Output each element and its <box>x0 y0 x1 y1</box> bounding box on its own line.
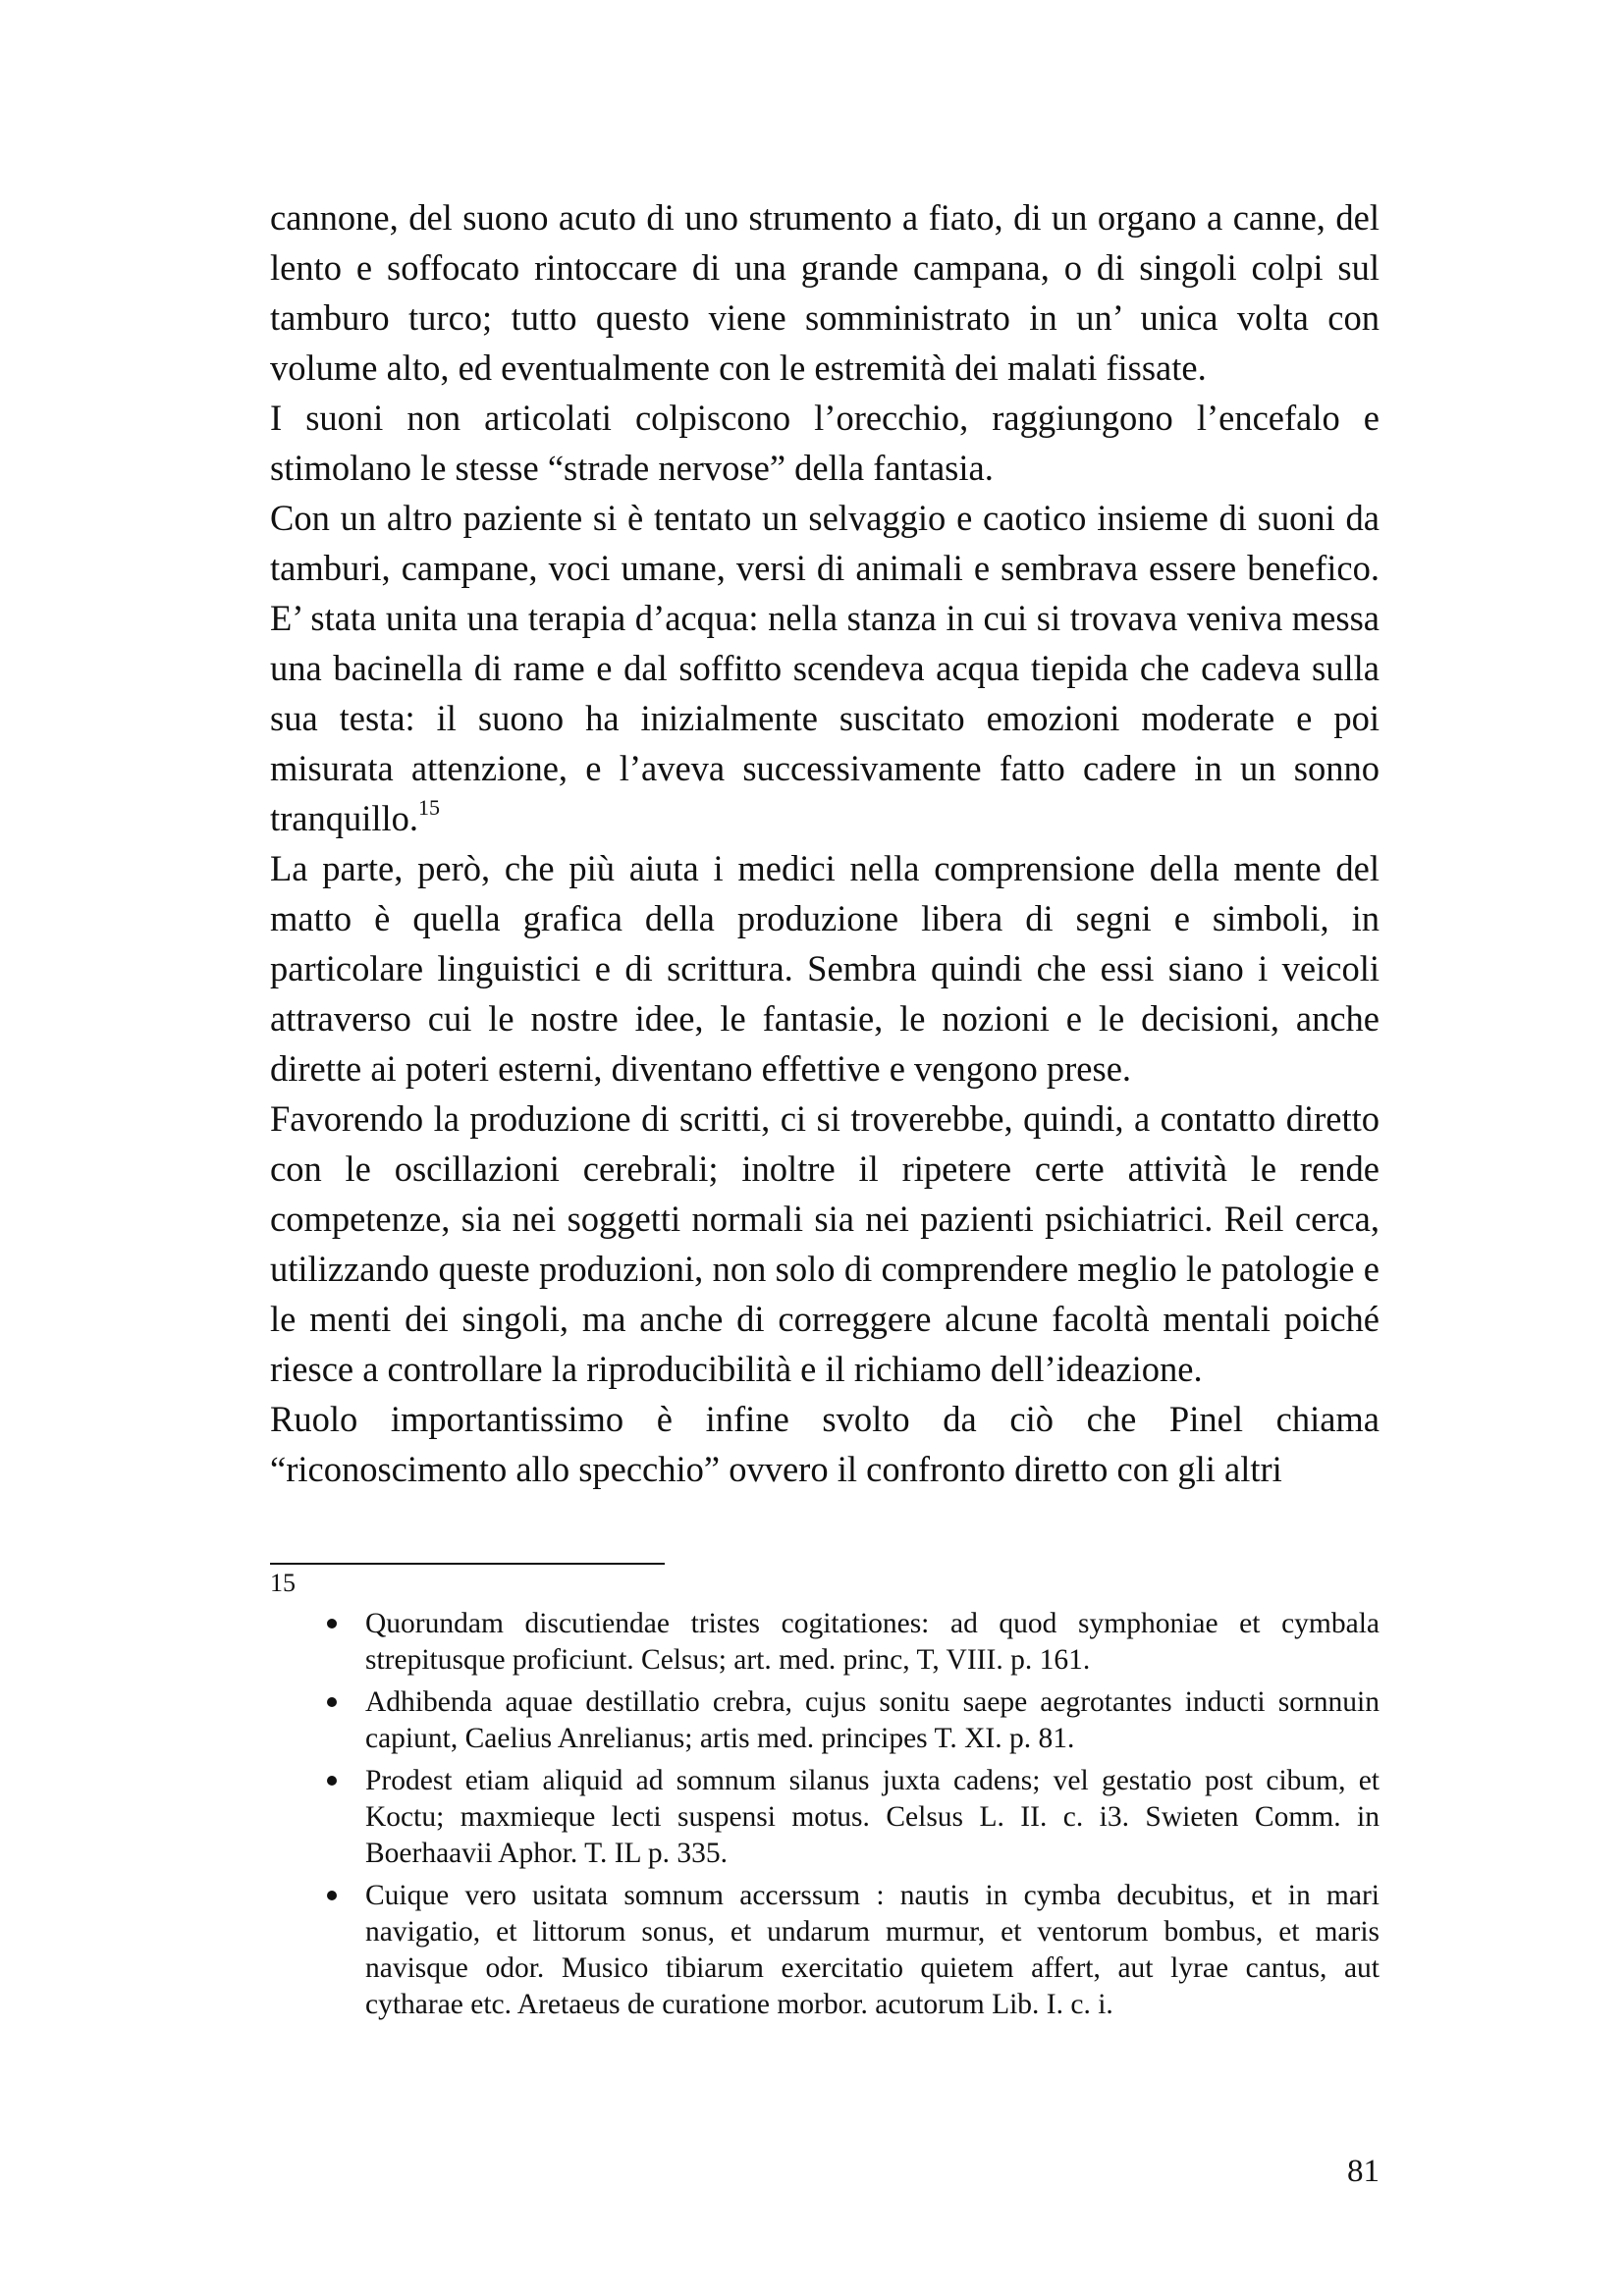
paragraph: I suoni non articolati colpiscono l’orecchio, raggiungono l’encefalo e stimolano le stesse “strade nervose” della fantasia. <box>270 398 1380 488</box>
footnote-item <box>319 1684 1380 1757</box>
footnote-reference[interactable]: 15 <box>418 795 441 820</box>
body-text <box>270 192 1380 1494</box>
footnote-item <box>319 1763 1380 1872</box>
paragraph: cannone, del suono acuto di uno strumento a fiato, di un organo a canne, del lento e soffocato rintoccare di una grande campana, o di singoli colpi sul tamburo turco; tutto questo viene somministrato in un’ unica volta con volume alto, ed eventualmente con le estremità dei malati fissate. <box>270 197 1380 388</box>
bullet-icon <box>327 1697 337 1707</box>
footnote-item <box>319 1878 1380 2023</box>
paragraph-with-footnote <box>270 493 1380 843</box>
footnote-separator <box>270 1563 665 1565</box>
bullet-icon <box>327 1891 337 1900</box>
paragraph-text: Con un altro paziente si è tentato un selvaggio e caotico insieme di suoni da tamburi, campane, voci umane, versi di animali e sembrava essere benefico. E’ stata unita una terapia d’acqua: nella stanza in cui si trovava veniva messa una bacinella di rame e dal soffitto scendeva acqua tiepida che cadeva sulla sua testa: il suono ha inizialmente suscitato emozioni moderate e poi misurata attenzione, e l’aveva successivamente fatto cadere in un sonno tranquillo. <box>270 498 1380 838</box>
paragraph: La parte, però, che più aiuta i medici nella comprensione della mente del matto è quella grafica della produzione libera di segni e simboli, in particolare linguistici e di scrittura. Sembra quindi che essi siano i veicoli attraverso cui le nostre idee, le fantasie, le nozioni e le decisioni, anche dirette ai poteri esterni, diventano effettive e vengono prese. <box>270 848 1380 1089</box>
footnote-number: 15 <box>270 1569 296 1597</box>
bullet-icon <box>327 1776 337 1786</box>
bullet-icon <box>327 1619 337 1629</box>
footnote-text: Cuique vero usitata somnum accerssum : nautis in cymba decubitus, et in mari navigatio, et littorum sonus, et undarum murmur, et ventorum bombus, et maris navisque odor. Musico tibiarum exercitatio quietem affert, aut lyrae cantus, aut cytharae etc. Aretaeus de curatione morbor. acutorum Lib. I. c. i. <box>365 1880 1380 2020</box>
paragraph: Favorendo la produzione di scritti, ci si troverebbe, quindi, a contatto diretto con le oscillazioni cerebrali; inoltre il ripetere certe attività le rende competenze, sia nei soggetti normali sia nei pazienti psichiatrici. Reil cerca, utilizzando queste produzioni, non solo di comprendere meglio le patologie e le menti dei singoli, ma anche di correggere alcune facoltà mentali poiché riesce a controllare la riproducibilità e il richiamo dell’ideazione. <box>270 1098 1380 1389</box>
page-number: 81 <box>1347 2154 1380 2189</box>
footnote-text: Adhibenda aquae destillatio crebra, cujus sonitu saepe aegrotantes inducti sornnuin capiunt, Caelius Anrelianus; artis med. principes T. XI. p. 81. <box>365 1686 1380 1754</box>
footnote-list <box>319 1606 1380 2029</box>
paragraph: Ruolo importantissimo è infine svolto da ciò che Pinel chiama “riconoscimento allo specchio” ovvero il confronto diretto con gli altri <box>270 1399 1380 1489</box>
footnote-text: Quorundam discutiendae tristes cogitationes: ad quod symphoniae et cymbala strepitusque proficiunt. Celsus; art. med. princ, T, VIII. p. 161. <box>365 1608 1380 1676</box>
footnote-item <box>319 1606 1380 1679</box>
footnote-text: Prodest etiam aliquid ad somnum silanus juxta cadens; vel gestatio post cibum, et Koctu; maxmieque lecti suspensi motus. Celsus L. II. c. i3. Swieten Comm. in Boerhaavii Aphor. T. IL p. 335. <box>365 1765 1380 1869</box>
